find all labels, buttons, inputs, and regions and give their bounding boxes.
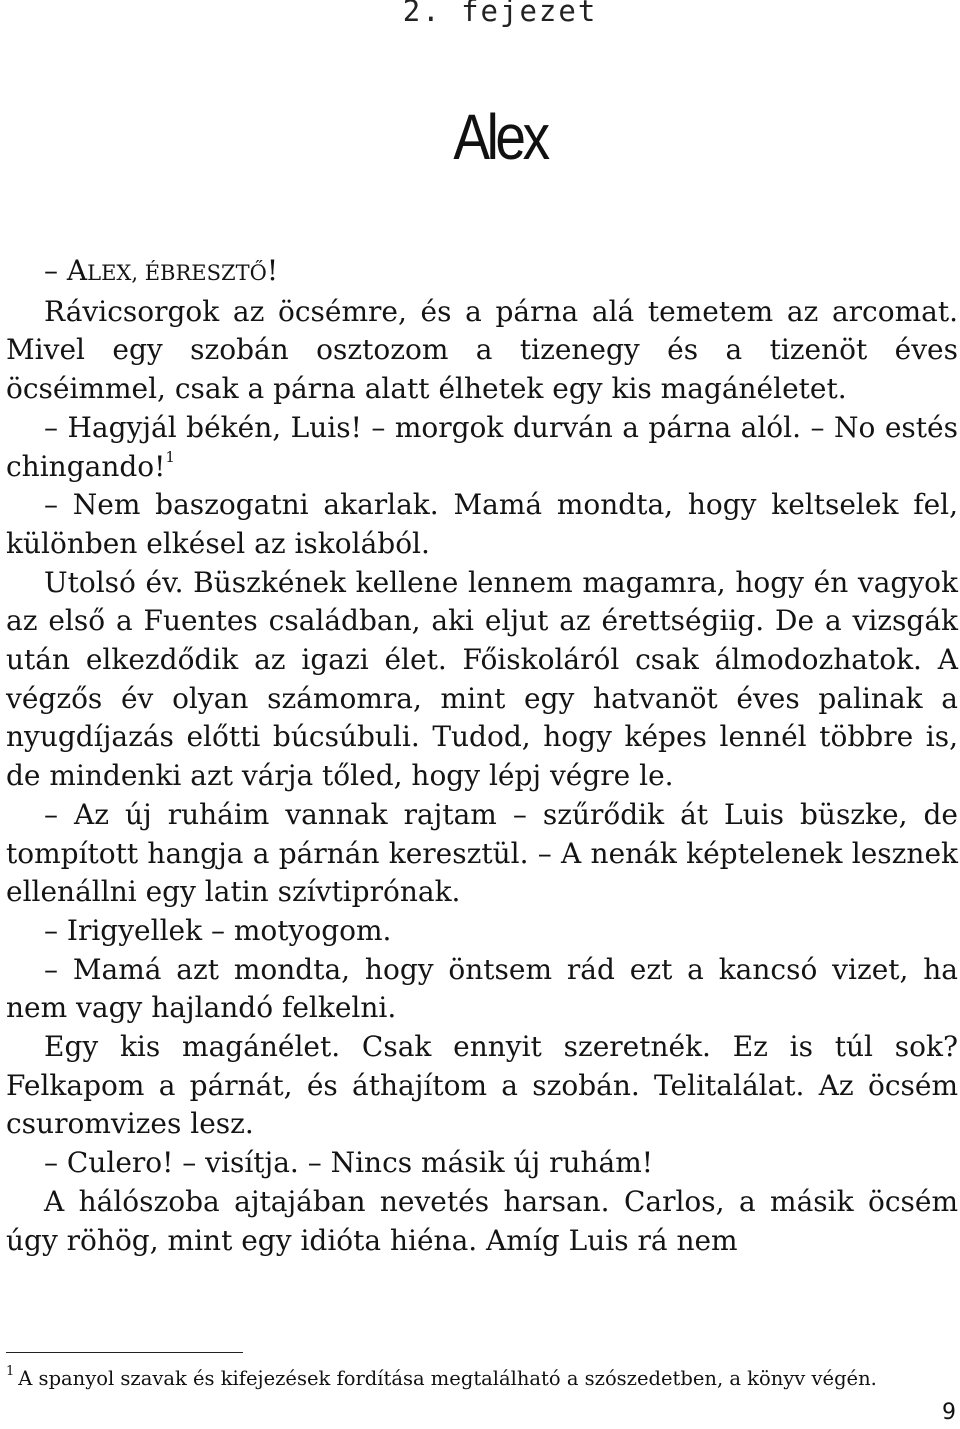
- footnote: [6, 1366, 958, 1392]
- page-number: 9: [942, 1400, 956, 1425]
- paragraph-tail: !: [266, 254, 279, 287]
- paragraph-text: – Hagyjál békén, Luis! – morgok durván a párna alól. – No estés chingando!: [6, 410, 958, 483]
- footnote-text: A spanyol szavak és kifejezések fordítása megtalálható a szószedetben, a könyv végén.: [18, 1367, 877, 1390]
- footnote-marker: 1: [6, 1364, 15, 1379]
- chapter-title: Alex: [453, 101, 547, 173]
- body-text: [6, 252, 958, 1260]
- paragraph: Egy kis magánélet. Csak ennyit szeretnék. Ez is túl sok? Felkapom a párnát, és áthajítom a szobán. Telitalálat. Az öcsém csuromvizes lesz.: [6, 1030, 958, 1141]
- paragraph: A hálószoba ajtajában nevetés harsan. Carlos, a másik öcsém úgy röhög, mint egy idióta hiéna. Amíg Luis rá nem: [6, 1184, 958, 1257]
- paragraph: [6, 409, 958, 486]
- paragraph: – Mamá azt mondta, hogy öntsem rád ezt a kancsó vizet, ha nem vagy hajlandó felkelni.: [6, 952, 958, 1025]
- paragraph: Utolsó év. Büszkének kellene lennem magamra, hogy én vagyok az első a Fuentes családban, aki eljut az érettségiig. De a vizsgák után elkezdődik az igazi élet. Főiskoláról csak álmodozhatok. A végzős év olyan számomra, mint egy hatvanöt éves palinak a nyugdíjazás előtti búcsúbuli. Tudod, hogy képes lennél többre is, de mindenki azt várja tőled, hogy lépj végre le.: [6, 565, 958, 793]
- paragraph: – Irigyellek – motyogom.: [44, 913, 392, 947]
- paragraph: – Nem baszogatni akarlak. Mamá mondta, hogy keltselek fel, különben elkésel az iskolából.: [6, 488, 958, 560]
- footnote-divider: [6, 1352, 243, 1353]
- paragraph-lead: – A: [44, 254, 88, 287]
- paragraph: Rávicsorgok az öcsémre, és a párna alá temetem az arcomat. Mivel egy szobán osztozom a tizenegy és a tizenöt éves öcséimmel, csak a párna alatt élhetek egy kis magánéletet.: [6, 294, 958, 406]
- paragraph: – Az új ruháim vannak rajtam – szűrődik át Luis büszke, de tompított hangja a párnán keresztül. – A nenák képtelenek lesznek ellenállni egy latin szívtiprónak.: [6, 797, 958, 909]
- paragraph: – Culero! – visítja. – Nincs másik új ruhám!: [44, 1146, 654, 1180]
- paragraph-smallcaps: LEX, ÉBRESZTŐ: [87, 261, 267, 285]
- paragraph: [6, 252, 958, 293]
- footnote-reference[interactable]: 1: [165, 447, 175, 466]
- chapter-heading: 2. fejezet: [402, 0, 598, 28]
